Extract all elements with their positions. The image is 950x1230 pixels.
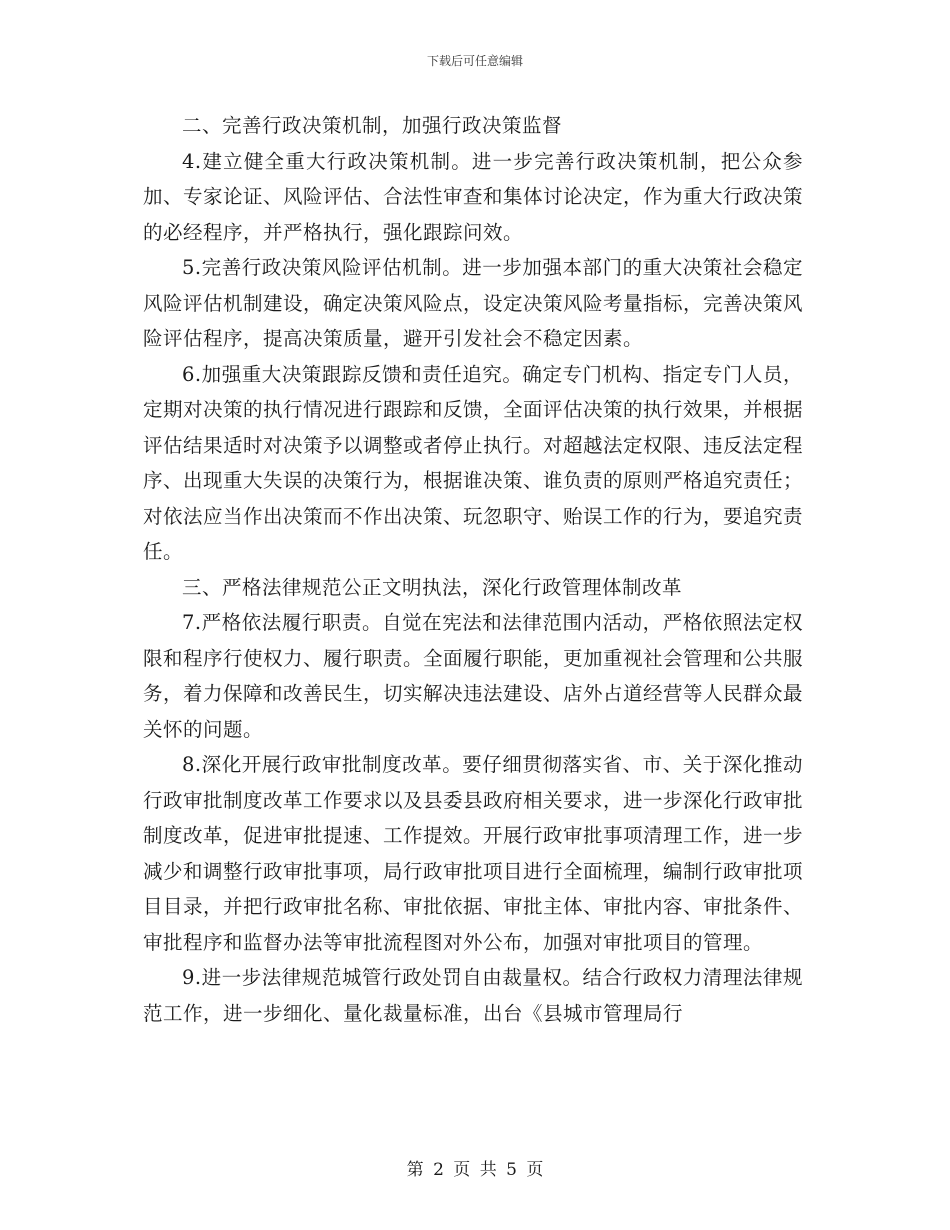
section-heading-3: 三、严格法律规范公正文明执法，深化行政管理体制改革: [182, 575, 683, 599]
page-header: 下载后可任意编辑: [426, 54, 523, 68]
document-body: [143, 108, 803, 1031]
paragraph-item-4: 4.建立健全重大行政决策机制。进一步完善行政决策机制，把公众参加、专家论证、风险评估、合法性审查和集体讨论决定，作为重大行政决策的必经程序，并严格执行，强化跟踪问效。: [143, 149, 804, 244]
paragraph-item-8: 8.深化开展行政审批制度改革。要仔细贯彻落实省、市、关于深化推动行政审批制度改革工作要求以及县委县政府相关要求，进一步深化行政审批制度改革，促进审批提速、工作提效。开展行政审批事项清理工作，进一步减少和调整行政审批事项，局行政审批项目进行全面梳理，编制行政审批项目目录，并把行政审批名称、审批依据、审批主体、审批内容、审批条件、审批程序和监督办法等审批流程图对外公布，加强对审批项目的管理。: [143, 753, 804, 954]
page-number-footer: 第 2 页 共 5 页: [406, 1160, 544, 1180]
paragraph-item-7: 7.严格依法履行职责。自觉在宪法和法律范围内活动，严格依照法定权限和程序行使权力、履行职责。全面履行职能，更加重视社会管理和公共服务，着力保障和改善民生，切实解决违法建设、店外占道经营等人民群众最关怀的问题。: [143, 611, 804, 741]
paragraph-item-5: 5.完善行政决策风险评估机制。进一步加强本部门的重大决策社会稳定风险评估机制建设，确定决策风险点，设定决策风险考量指标，完善决策风险评估程序，提高决策质量，避开引发社会不稳定因素。: [143, 256, 804, 350]
section-heading-2: 二、完善行政决策机制，加强行政决策监督: [182, 114, 563, 137]
paragraph-item-6: 6.加强重大决策跟踪反馈和责任追究。确定专门机构、指定专门人员，定期对决策的执行情况进行跟踪和反馈，全面评估决策的执行效果，并根据评估结果适时对决策予以调整或者停止执行。对超越法定权限、违反法定程序、出现重大失误的决策行为，根据谁决策、谁负责的原则严格追究责任；对依法应当作出决策而不作出决策、玩忽职守、贻误工作的行为，要追究责任。: [143, 362, 804, 563]
paragraph-item-9: 9.进一步法律规范城管行政处罚自由裁量权。结合行政权力清理法律规范工作，进一步细化、量化裁量标准，出台《县城市管理局行: [143, 966, 803, 1025]
